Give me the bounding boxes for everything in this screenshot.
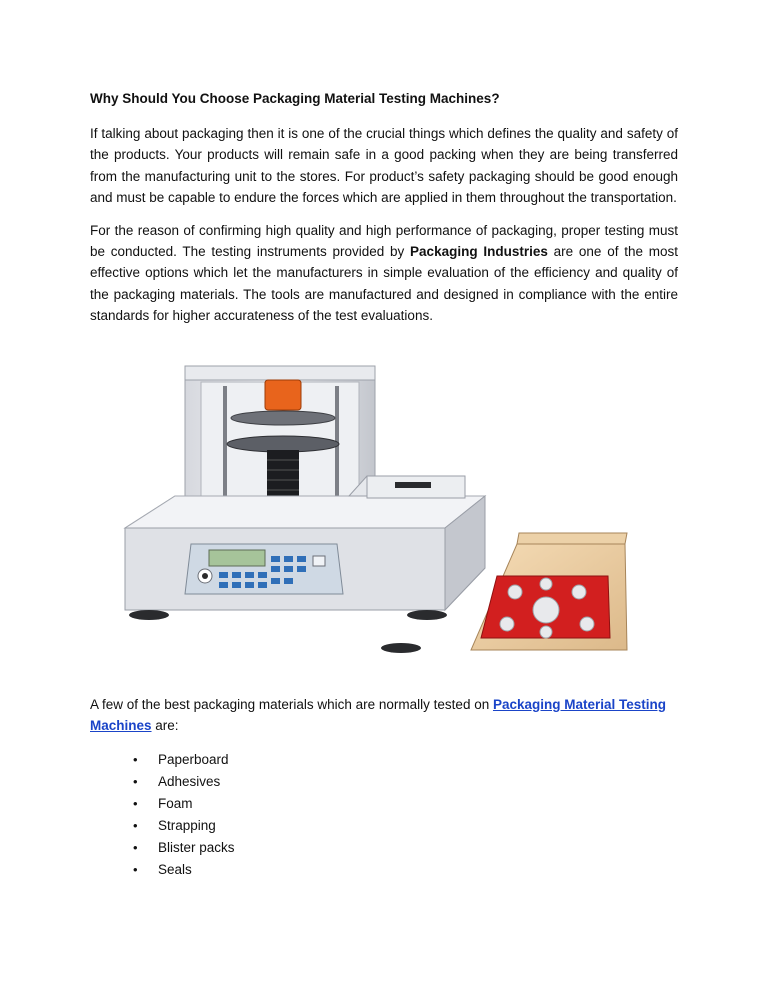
list-item-label: Strapping — [158, 818, 216, 833]
materials-intro-text: A few of the best packaging materials which are normally tested on — [90, 697, 493, 712]
bullet-icon: • — [133, 796, 138, 811]
paragraph-intro: If talking about packaging then it is one of the crucial things which defines the quality and safety of the products. Your products will remain safe in a good packing when they are being transferred from the manufacturing unit to the stores. For product’s safety packaging should be good enough and must be capable to endure the forces which are applied in them throughout the transportation. — [90, 126, 678, 206]
control-panel — [185, 544, 343, 594]
list-item — [133, 815, 235, 837]
screw-column — [267, 450, 299, 500]
list-item-label: Seals — [158, 862, 192, 877]
list-item — [133, 859, 235, 881]
machine-foot — [129, 610, 169, 620]
machine-foot — [381, 643, 421, 653]
upper-platen — [231, 411, 335, 425]
list-item — [133, 793, 235, 815]
bullet-icon: • — [133, 862, 138, 877]
materials-intro — [90, 694, 678, 737]
article-heading: Why Should You Choose Packaging Material Testing Machines? — [90, 91, 500, 106]
bullet-icon: • — [133, 774, 138, 789]
materials-list — [133, 749, 235, 881]
list-item-label: Paperboard — [158, 752, 229, 767]
company-name: Packaging Industries — [410, 244, 548, 260]
list-item-label: Foam — [158, 796, 193, 811]
article-body — [90, 88, 678, 338]
paragraph-testing — [90, 220, 678, 327]
paragraph-testing-text-1: For the reason of confirming high quality and high performance of packaging, proper testing must be conducted. The testing instruments provided by — [90, 222, 678, 260]
machine-foot — [407, 610, 447, 620]
lower-platen — [227, 436, 339, 452]
testing-machine-image — [105, 358, 650, 663]
list-item — [133, 837, 235, 859]
list-item-label: Blister packs — [158, 840, 235, 855]
sample-box — [471, 533, 627, 650]
bullet-icon: • — [133, 818, 138, 833]
load-cell — [265, 380, 301, 410]
paragraph-testing-text-2: are one of the most effective options which let the manufacturers in simple evaluation of the efficiency and quality of the packaging materials. The tools are manufactured and designed in compliance with the entire standards for higher accurateness of the test evaluations. — [90, 244, 679, 324]
list-item-label: Adhesives — [158, 774, 221, 789]
list-item — [133, 749, 235, 771]
bullet-icon: • — [133, 752, 138, 767]
printer-unit — [349, 476, 465, 498]
bullet-icon: • — [133, 840, 138, 855]
materials-intro-suffix: are: — [151, 718, 179, 734]
packaging-machines-link[interactable]: Packaging Material Testing Machines — [90, 697, 667, 734]
list-item — [133, 771, 235, 793]
